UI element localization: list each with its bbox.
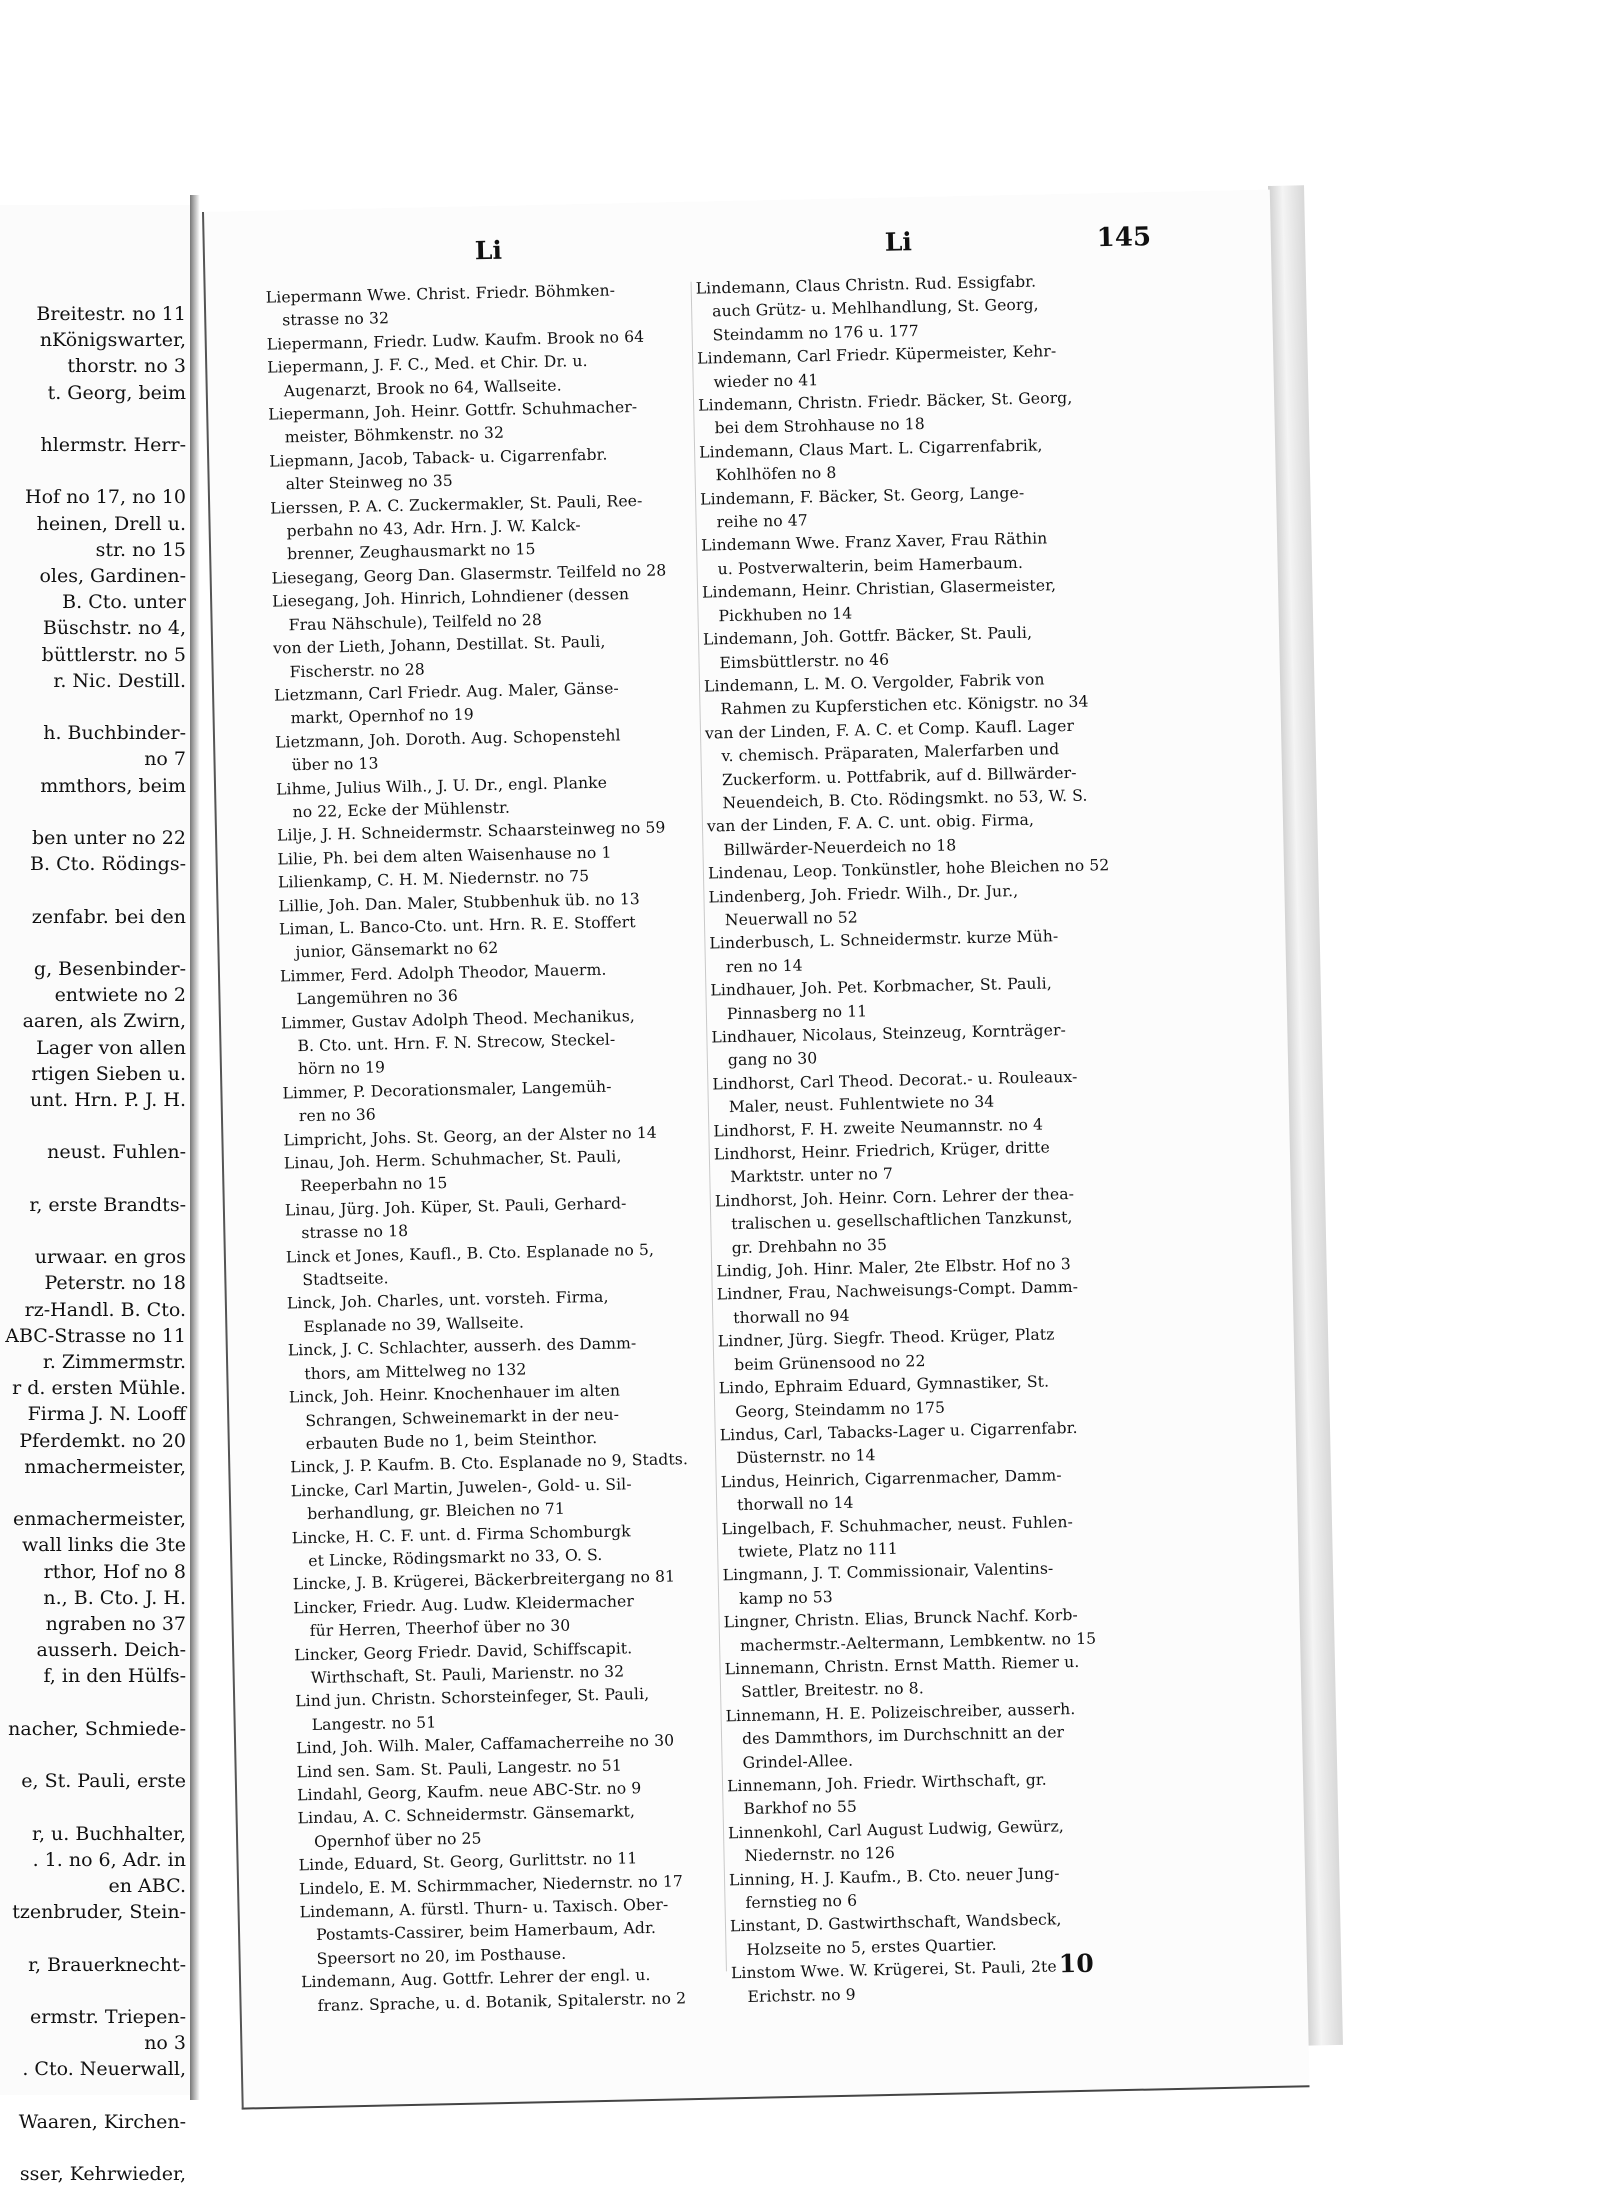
previous-page-line: unt. Hrn. P. J. H. [30, 1089, 186, 1111]
entry-name-line: Lindemann, Claus Mart. L. Cigarrenfabrik, [698, 436, 1043, 462]
entry-continuation-line: thors, am Mittelweg no 132 [304, 1360, 527, 1383]
entry-continuation-line: Frau Nähschule), Teilfeld no 28 [288, 610, 543, 634]
entry-name-line: Lindemann, A. fürstl. Thurn- u. Taxisch. Ober- [299, 1895, 669, 1922]
previous-page-line: n., B. Cto. J. H. [43, 1586, 186, 1609]
entry-continuation-line: thorwall no 94 [733, 1306, 850, 1327]
entry-continuation-line: kamp no 53 [738, 1587, 834, 1608]
previous-page-line: str. no 15 [95, 538, 186, 561]
entry-name-line: van der Linden, F. A. C. unt. obig. Firma, [706, 811, 1035, 836]
previous-page-line: r, erste Brandts- [29, 1193, 186, 1216]
previous-page-line: ABC-Strasse no 11 [5, 1324, 186, 1347]
entry-name-line: Lindus, Heinrich, Cigarrenmacher, Damm- [720, 1465, 1062, 1492]
entry-continuation-line: Neuerwall no 52 [724, 908, 859, 930]
previous-page-line: rtigen Sieben u. [31, 1062, 186, 1085]
previous-page-line: Büschstr. no 4, [42, 617, 186, 640]
entry-continuation-line: franz. Sprache, u. d. Botanik, Spitalerstr. no 2 [317, 1988, 687, 2015]
previous-page-line: t. Georg, beim [47, 381, 186, 404]
entry-continuation-line: gr. Drehbahn no 35 [731, 1235, 888, 1257]
entry-name-line: Linnemann, H. E. Polizeischreiber, ausserh. [725, 1699, 1076, 1726]
previous-page-line: rthor, Hof no 8 [43, 1560, 186, 1583]
entry-continuation-line: Eimsbüttlerstr. no 46 [719, 650, 890, 672]
previous-page-line: no 3 [144, 2032, 186, 2055]
entry-name-line: Lindemann, Joh. Gottfr. Bäcker, St. Pauli, [702, 623, 1033, 649]
entry-name-line: Linck, Joh. Charles, unt. vorsteh. Firma, [286, 1288, 609, 1313]
entry-continuation-line: Wirthschaft, St. Pauli, Marienstr. no 32 [310, 1662, 625, 1688]
left-column [266, 277, 762, 2018]
previous-page-line: Hof no 17, no 10 [25, 486, 186, 509]
entry-name-line: Lindemann Wwe. Franz Xaver, Frau Räthin [700, 529, 1048, 556]
entry-name-line: Lincke, Carl Martin, Juwelen-, Gold- u. Sil- [290, 1475, 632, 1501]
entry-name-line: Lindhauer, Joh. Pet. Korbmacher, St. Pauli, [710, 974, 1052, 1000]
entry-continuation-line: wieder no 41 [713, 370, 819, 391]
entry-name-line: Linck, Joh. Heinr. Knochenhauer im alten [288, 1381, 621, 1407]
entry-continuation-line: alter Steinweg no 35 [285, 472, 454, 494]
entry-name-line: Lilie, Ph. bei dem alten Waisenhause no 1 [277, 843, 612, 869]
entry-name-line: van der Linden, F. A. C. et Comp. Kaufl. Lager [704, 716, 1075, 743]
previous-page-line: zenfabr. bei den [31, 905, 186, 928]
entry-continuation-line: Esplanade no 39, Wallseite. [303, 1313, 525, 1336]
previous-page-line: mmthors, beim [40, 774, 186, 797]
previous-page-fragment [0, 205, 194, 2185]
entry-name-line: Lindemann, Carl Friedr. Küpermeister, Kehr- [696, 342, 1057, 368]
entry-name-line: Linau, Joh. Herm. Schuhmacher, St. Pauli, [283, 1147, 622, 1173]
entry-name-line: Lindhorst, F. H. zweite Neumannstr. no 4 [713, 1115, 1044, 1141]
previous-page-line: . Cto. Neuerwall, [22, 2058, 186, 2081]
entry-continuation-line: für Herren, Theerhof über no 30 [309, 1616, 571, 1641]
directory-entry [705, 713, 1167, 816]
entry-continuation-line: v. chemisch. Präparaten, Malerfarben und [721, 740, 1060, 766]
entry-name-line: Limmer, P. Decorationsmaler, Langemüh- [282, 1077, 612, 1103]
entry-name-line: Lindemann, Aug. Gottfr. Lehrer der engl. u. [300, 1966, 651, 1992]
entry-continuation-line: thorwall no 14 [737, 1493, 854, 1515]
entry-name-line: Liesegang, Georg Dan. Glasermstr. Teilfeld no 28 [271, 561, 667, 588]
book-gutter [190, 195, 204, 2100]
entry-continuation-line: Billwärder-Neuerdeich no 18 [723, 836, 957, 859]
entry-name-line: Lindner, Jürg. Siegfr. Theod. Krüger, Platz [717, 1325, 1055, 1351]
entry-name-line: Lindhorst, Carl Theod. Decorat.- u. Rouleaux- [712, 1067, 1078, 1094]
previous-page-line: e, St. Pauli, erste [21, 1770, 186, 1793]
entry-name-line: Lind sen. Sam. St. Pauli, Langestr. no 51 [296, 1756, 623, 1781]
entry-name-line: Lingmann, J. T. Commissionair, Valentins- [722, 1559, 1054, 1585]
entry-name-line: Linning, H. J. Kaufm., B. Cto. neuer Jung- [728, 1864, 1060, 1889]
entry-name-line: Linau, Jürg. Joh. Küper, St. Pauli, Gerhard- [284, 1194, 627, 1220]
entry-name-line: Lierssen, P. A. C. Zuckermakler, St. Pauli, Ree- [270, 491, 643, 518]
entry-continuation-line: Holzseite no 5, erstes Quartier. [746, 1935, 997, 1959]
previous-page-line: Peterstr. no 18 [44, 1272, 186, 1295]
entry-continuation-line: machermstr.-Aeltermann, Lembkentw. no 15 [739, 1629, 1097, 1655]
entry-continuation-line: reihe no 47 [716, 511, 809, 532]
directory-entry [270, 488, 731, 568]
previous-page-line: ausserh. Deich- [36, 1639, 186, 1662]
previous-page-line: h. Buchbinder- [43, 722, 186, 745]
directory-entry [725, 1696, 1186, 1776]
entry-continuation-line: Speersort no 20, im Posthause. [316, 1944, 567, 1968]
entry-continuation-line: Grindel-Allee. [742, 1751, 854, 1772]
entry-continuation-line: bei dem Strohhause no 18 [714, 415, 925, 438]
entry-name-line: Limpricht, Johs. St. Georg, an der Alster no 14 [283, 1123, 657, 1150]
previous-page-line: nmachermeister, [24, 1455, 186, 1478]
entry-name-line: Limmer, Ferd. Adolph Theodor, Mauerm. [279, 960, 607, 986]
entry-continuation-line: auch Grütz- u. Mehlhandlung, St. Georg, [712, 295, 1039, 321]
entry-continuation-line: beim Grünensood no 22 [734, 1351, 926, 1374]
entry-continuation-line: Stadtseite. [302, 1269, 389, 1290]
directory-entry [715, 1181, 1176, 1261]
previous-page-line: wall links die 3te [22, 1534, 186, 1557]
entry-continuation-line: Steindamm no 176 u. 177 [712, 321, 919, 345]
entry-continuation-line: et Lincke, Rödingsmarkt no 33, O. S. [308, 1545, 603, 1571]
previous-page-line: g, Besenbinder- [33, 958, 186, 980]
entry-continuation-line: markt, Opernhof no 19 [290, 705, 474, 728]
previous-page-line: entwiete no 2 [54, 984, 186, 1007]
entry-name-line: Lindenberg, Joh. Friedr. Wilh., Dr. Jur., [708, 881, 1019, 907]
previous-page-line: sser, Kehrwieder, [19, 2163, 186, 2185]
entry-name-line: Linck, J. C. Schlachter, ausserh. des Damm- [287, 1334, 637, 1360]
directory-entry [281, 1002, 742, 1082]
previous-page-line: Breitestr. no 11 [36, 303, 186, 325]
entry-continuation-line: tralischen u. gesellschaftlichen Tanzkunst, [731, 1208, 1073, 1234]
entry-name-line: Liman, L. Banco-Cto. unt. Hrn. R. E. Stoffert [278, 913, 636, 939]
directory-page [202, 190, 1310, 2110]
entry-name-line: Lindo, Ephraim Eduard, Gymnastiker, St. [718, 1372, 1050, 1398]
previous-page-line: rz-Handl. B. Cto. [24, 1298, 186, 1321]
previous-page-line: neust. Fuhlen- [47, 1141, 186, 1164]
entry-name-line: Liepermann, Friedr. Ludw. Kaufm. Brook no 64 [266, 327, 645, 354]
entry-continuation-line: junior, Gänsemarkt no 62 [295, 939, 499, 962]
entry-name-line: Lindus, Carl, Tabacks-Lager u. Cigarrenfabr. [719, 1418, 1078, 1445]
previous-page-line: r, Brauerknecht- [28, 1953, 186, 1976]
previous-page-line: Pferdemkt. no 20 [19, 1429, 186, 1452]
page-number: 145 [1096, 222, 1152, 254]
entry-name-line: Lindhorst, Joh. Heinr. Corn. Lehrer der thea- [714, 1184, 1075, 1211]
entry-name-line: Limmer, Gustav Adolph Theod. Mechanikus, [280, 1006, 636, 1033]
previous-page-line: r. Nic. Destill. [53, 669, 186, 692]
entry-name-line: Lindenau, Leop. Tonkünstler, hohe Bleichen no 52 [707, 856, 1110, 883]
entry-name-line: Lingelbach, F. Schuhmacher, neust. Fuhlen- [721, 1512, 1074, 1538]
entry-name-line: Lindner, Frau, Nachweisungs-Compt. Damm- [716, 1278, 1079, 1304]
entry-continuation-line: über no 13 [291, 754, 379, 775]
previous-page-line: hlermstr. Herr- [40, 434, 186, 456]
previous-page-line: enmachermeister, [12, 1508, 186, 1531]
previous-page-line: ermstr. Triepen- [30, 2006, 186, 2028]
previous-page-line: tzenbruder, Stein- [12, 1901, 186, 1924]
directory-entry [695, 268, 1156, 348]
entry-name-line: Lindemann, Heinr. Christian, Glasermeister, [701, 576, 1057, 602]
previous-page-line: ben unter no 22 [31, 827, 186, 849]
previous-page-line: nacher, Schmiede- [8, 1717, 186, 1740]
entry-continuation-line: Schrangen, Schweinemarkt in der neu- [305, 1405, 620, 1430]
entry-name-line: Lindelo, E. M. Schirmmacher, Niedernstr. no 17 [298, 1871, 684, 1898]
entry-continuation-line: no 22, Ecke der Mühlenstr. [292, 798, 511, 822]
entry-continuation-line: berhandlung, gr. Bleichen no 71 [307, 1499, 566, 1524]
entry-continuation-line: Augenarzt, Brook no 64, Wallseite. [283, 376, 562, 400]
entry-continuation-line: perbahn no 43, Adr. Hrn. J. W. Kalck- [286, 516, 581, 541]
entry-name-line: Lincke, J. B. Krügerei, Bäckerbreitergang no 81 [292, 1567, 676, 1594]
entry-name-line: Lind jun. Christn. Schorsteinfeger, St. Pauli, [295, 1685, 650, 1711]
entry-continuation-line: des Dammthors, im Durchschnitt an der [741, 1723, 1065, 1749]
entry-continuation-line: Rahmen zu Kupferstichen etc. Königstr. no 34 [720, 692, 1089, 719]
previous-page-line: aaren, als Zwirn, [22, 1010, 186, 1033]
entry-continuation-line: brenner, Zeughausmarkt no 15 [287, 540, 536, 564]
entry-name-line: Lietzmann, Carl Friedr. Aug. Maler, Gänse- [273, 679, 619, 705]
entry-name-line: Linnemann, Christn. Ernst Matth. Riemer u. [724, 1652, 1080, 1679]
previous-page-line: en ABC. [108, 1875, 186, 1897]
entry-name-line: Lingner, Christn. Elias, Brunck Nachf. Korb- [723, 1606, 1078, 1632]
previous-page-line: no 7 [144, 748, 186, 771]
entry-name-line: von der Lieth, Johann, Destillat. St. Pauli, [272, 632, 606, 658]
signature-mark: 10 [1058, 1948, 1094, 1979]
entry-continuation-line: Barkhof no 55 [743, 1798, 858, 1819]
previous-page-line: r, u. Buchhalter, [31, 1822, 186, 1845]
entry-continuation-line: Pinnasberg no 11 [726, 1001, 868, 1023]
previous-page-line: Firma J. N. Looff [27, 1403, 186, 1426]
entry-name-line: Lilienkamp, C. H. M. Niedernstr. no 75 [277, 867, 590, 892]
entry-name-line: Lillie, Joh. Dan. Maler, Stubbenhuk üb. no 13 [278, 889, 640, 916]
entry-continuation-line: twiete, Platz no 111 [737, 1539, 898, 1562]
directory-entry [299, 1892, 760, 1972]
entry-continuation-line: Maler, neust. Fuhlentwiete no 34 [728, 1092, 995, 1117]
entry-continuation-line: Fischerstr. no 28 [289, 659, 425, 681]
previous-page-line: heinen, Drell u. [36, 512, 186, 535]
previous-page-line: thorstr. no 3 [67, 355, 186, 378]
entry-continuation-line: meister, Böhmkenstr. no 32 [284, 424, 505, 447]
entry-name-line: Linck, J. P. Kaufm. B. Cto. Esplanade no 9, Stadts. [290, 1450, 689, 1477]
entry-name-line: Lindemann, Christn. Friedr. Bäcker, St. Georg, [697, 388, 1073, 415]
entry-continuation-line: Kohlhöfen no 8 [715, 464, 837, 485]
entry-continuation-line: Erichstr. no 9 [747, 1985, 856, 2006]
entry-continuation-line: u. Postverwalterin, beim Hamerbaum. [717, 553, 1024, 579]
entry-continuation-line: gang no 30 [727, 1049, 818, 1070]
guide-word-right: Li [884, 227, 913, 257]
directory-entry [731, 1953, 1192, 2009]
entry-continuation-line: ren no 36 [298, 1105, 376, 1126]
entry-name-line: Linstom Wwe. W. Krügerei, St. Pauli, 2te [730, 1957, 1057, 1983]
entry-continuation-line: Sattler, Breitestr. no 8. [740, 1679, 924, 1702]
entry-continuation-line: fernstieg no 6 [745, 1891, 858, 1913]
previous-page-line: r. Zimmermstr. [42, 1351, 186, 1373]
guide-word-left: Li [474, 235, 503, 266]
entry-name-line: Lindahl, Georg, Kaufm. neue ABC-Str. no 9 [296, 1779, 642, 1805]
entry-continuation-line: Langemühren no 36 [296, 987, 459, 1009]
entry-name-line: Lind, Joh. Wilh. Maler, Caffamacherreihe no 30 [296, 1731, 675, 1758]
directory-entry [289, 1377, 750, 1457]
entry-continuation-line: Düsternstr. no 14 [736, 1446, 876, 1468]
entry-name-line: Liepmann, Jacob, Taback- u. Cigarrenfabr. [269, 445, 608, 471]
entry-name-line: Linnenkohl, Carl August Ludwig, Gewürz, [727, 1817, 1065, 1843]
previous-page-line: ngraben no 37 [45, 1613, 186, 1635]
entry-continuation-line: erbauten Bude no 1, beim Steinthor. [305, 1428, 598, 1454]
entry-name-line: Linde, Eduard, St. Georg, Gurlittstr. no 11 [298, 1849, 638, 1875]
entry-continuation-line: Langestr. no 51 [311, 1713, 437, 1734]
entry-name-line: Linstant, D. Gastwirthschaft, Wandsbeck, [729, 1910, 1062, 1936]
previous-page-line: r d. ersten Mühle. [12, 1377, 186, 1400]
entry-continuation-line: Niedernstr. no 126 [744, 1844, 896, 1866]
entry-continuation-line: Neuendeich, B. Cto. Rödingsmkt. no 53, W. S. [722, 786, 1088, 813]
entry-continuation-line: Marktstr. unter no 7 [730, 1165, 894, 1187]
previous-page-line: . 1. no 6, Adr. in [32, 1848, 186, 1871]
entry-name-line: Linderbusch, L. Schneidermstr. kurze Müh- [709, 927, 1059, 953]
entry-continuation-line: Postamts-Cassirer, beim Hamerbaum, Adr. [315, 1919, 657, 1945]
directory-entry [301, 1962, 762, 2018]
previous-page-line: urwaar. en gros [34, 1246, 186, 1269]
entry-continuation-line: strasse no 32 [282, 309, 390, 330]
entry-name-line: Lindemann, L. M. O. Vergolder, Fabrik von [703, 670, 1045, 696]
entry-name-line: Lindemann, F. Bäcker, St. Georg, Lange- [699, 483, 1025, 509]
entry-name-line: Liepermann Wwe. Christ. Friedr. Böhmken- [265, 281, 616, 307]
entry-name-line: Liepermann, Joh. Heinr. Gottfr. Schuhmacher- [268, 397, 638, 424]
previous-page-line: Lager von allen [36, 1036, 186, 1059]
entry-continuation-line: hörn no 19 [297, 1058, 386, 1079]
entry-name-line: Liepermann, J. F. C., Med. et Chir. Dr. u. [267, 352, 588, 377]
entry-continuation-line: Zuckerform. u. Pottfabrik, auf d. Billwärder- [721, 763, 1077, 789]
previous-page-line: nKönigswarter, [39, 329, 186, 352]
entry-continuation-line: Pickhuben no 14 [718, 604, 853, 625]
previous-page-line: B. Cto. unter [62, 591, 186, 614]
entry-name-line: Lindhorst, Heinr. Friedrich, Krüger, dritte [713, 1138, 1051, 1164]
entry-name-line: Lindhauer, Nicolaus, Steinzeug, Kornträger- [711, 1021, 1067, 1047]
entry-continuation-line: strasse no 18 [301, 1222, 409, 1243]
entry-continuation-line: Georg, Steindamm no 175 [735, 1398, 946, 1421]
entry-name-line: Lindig, Joh. Hinr. Maler, 2te Elbstr. Hof no 3 [716, 1255, 1071, 1281]
entry-name-line: Lietzmann, Joh. Doroth. Aug. Schopenstehl [274, 726, 621, 752]
previous-page-line: B. Cto. Rödings- [30, 853, 186, 876]
previous-page-line: oles, Gardinen- [39, 565, 186, 587]
entry-name-line: Liesegang, Joh. Hinrich, Lohndiener (dessen [271, 585, 630, 611]
entry-continuation-line: Reeperbahn no 15 [300, 1174, 448, 1196]
entry-continuation-line: ren no 14 [725, 956, 803, 976]
entry-name-line: Linnemann, Joh. Friedr. Wirthschaft, gr. [726, 1770, 1047, 1796]
previous-page-line: büttlerstr. no 5 [41, 643, 186, 666]
entry-name-line: Lilje, J. H. Schneidermstr. Schaarsteinweg no 59 [276, 818, 666, 845]
entry-continuation-line: B. Cto. unt. Hrn. F. N. Strecow, Steckel- [297, 1030, 616, 1056]
entry-name-line: Lincker, Friedr. Aug. Ludw. Kleidermacher [293, 1592, 635, 1618]
previous-page-line: Waaren, Kirchen- [18, 2110, 186, 2133]
right-column [695, 268, 1191, 2009]
entry-name-line: Lincke, H. C. F. unt. d. Firma Schomburgk [291, 1521, 631, 1547]
entry-name-line: Linck et Jones, Kaufl., B. Cto. Esplanade no 5, [285, 1240, 655, 1267]
entry-name-line: Lindau, A. C. Schneidermstr. Gänsemarkt, [297, 1802, 636, 1828]
entry-name-line: Lincker, Georg Friedr. David, Schiffscapit. [294, 1638, 633, 1664]
entry-continuation-line: Opernhof über no 25 [313, 1829, 482, 1851]
entry-name-line: Lihme, Julius Wilh., J. U. Dr., engl. Planke [275, 773, 608, 799]
entry-name-line: Lindemann, Claus Christn. Rud. Essigfabr. [695, 272, 1037, 298]
previous-page-line: f, in den Hülfs- [43, 1665, 186, 1688]
